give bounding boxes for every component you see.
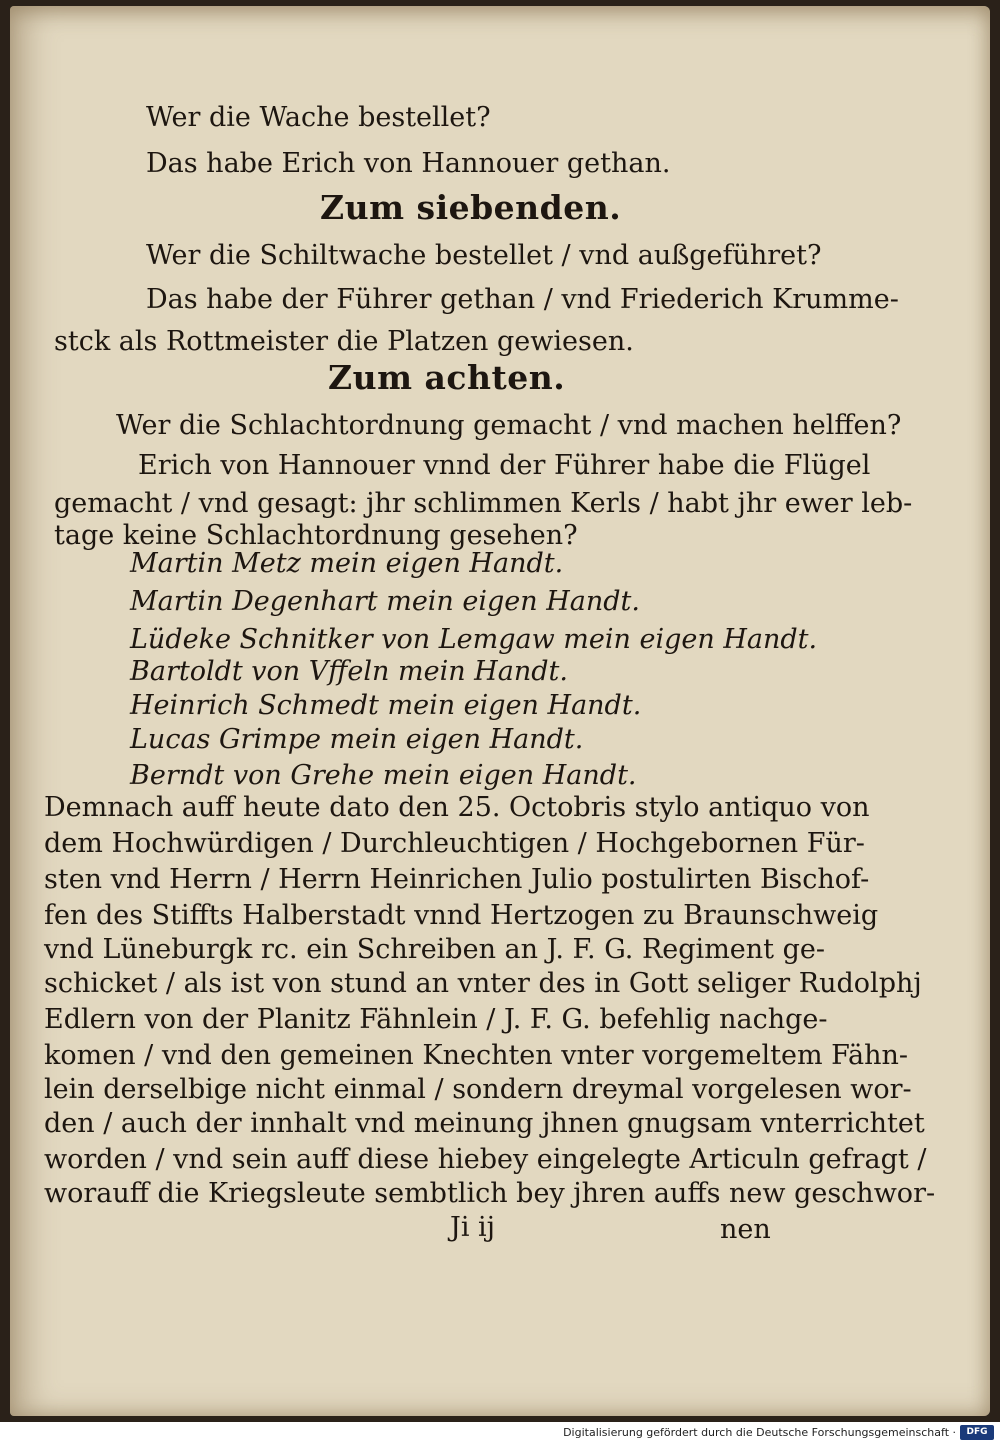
signature-mark: Ji ij [450, 1212, 496, 1243]
signature-text: Lüdeke Schnitker von Lemgaw mein eigen Handt. [130, 624, 818, 655]
signature-text: Lucas Grimpe mein eigen Handt. [130, 724, 584, 755]
signature-line [130, 586, 640, 618]
text-line-10: gemacht / vnd gesagt: jhr schlimmen Kerls / habt jhr ewer leb- [54, 488, 913, 519]
signature-line [130, 760, 637, 792]
text-line-8: Wer die Schlachtordnung gemacht / vnd machen helffen? [116, 410, 902, 441]
text-line-29: worden / vnd sein auff diese hiebey eingelegte Articuln gefragt / [44, 1144, 927, 1175]
text-line-19: Demnach auff heute dato den 25. Octobris stylo antiquo von [44, 792, 870, 823]
text-line-1: Wer die Wache bestellet? [146, 102, 491, 133]
catchword: nen [720, 1214, 771, 1245]
section-heading-8: Zum achten. [328, 358, 566, 397]
text-line-27: lein derselbige nicht einmal / sondern dreymal vorgelesen wor- [44, 1074, 912, 1105]
signature-line [130, 690, 641, 722]
text-line-11: tage keine Schlachtordnung gesehen? [54, 520, 578, 551]
text-line-2: Das habe Erich von Hannouer gethan. [146, 148, 671, 179]
text-line-21: sten vnd Herrn / Herrn Heinrichen Julio postulirten Bischof- [44, 864, 870, 895]
book-page [10, 6, 990, 1416]
text-line-5: Das habe der Führer gethan / vnd Friederich Krumme- [146, 284, 899, 315]
section-heading-7: Zum siebenden. [320, 188, 622, 227]
text-line-28: den / auch der innhalt vnd meinung jhnen gnugsam vnterrichtet [44, 1108, 925, 1139]
signature-line [130, 656, 568, 688]
text-line-6: stck als Rottmeister die Platzen gewiesen. [54, 326, 634, 357]
text-line-4: Wer die Schiltwache bestellet / vnd außgeführet? [146, 240, 822, 271]
signature-text: Heinrich Schmedt mein eigen Handt. [130, 690, 642, 721]
text-line-30: worauff die Kriegsleute sembtlich bey jhren auffs new geschwor- [44, 1178, 936, 1209]
signature-line [130, 724, 583, 756]
signature-text: Berndt von Grehe mein eigen Handt. [130, 760, 637, 791]
signature-text: Bartoldt von Vffeln mein Handt. [130, 656, 568, 687]
text-line-25: Edlern von der Planitz Fähnlein / J. F. G. befehlig nachge- [44, 1004, 828, 1035]
dfg-logo-icon: DFG [960, 1425, 994, 1440]
text-line-23: vnd Lüneburgk rc. ein Schreiben an J. F. G. Regiment ge- [44, 934, 825, 965]
signature-text: Martin Degenhart mein eigen Handt. [130, 586, 640, 617]
text-line-26: komen / vnd den gemeinen Knechten vnter vorgemeltem Fähn- [44, 1040, 909, 1071]
text-line-24: schicket / als ist von stund an vnter des in Gott seliger Rudolphj [44, 968, 922, 999]
signature-text: Martin Metz mein eigen Handt. [130, 548, 564, 579]
footer-bar [0, 1422, 1000, 1444]
text-line-20: dem Hochwürdigen / Durchleuchtigen / Hochgebornen Für- [44, 828, 865, 859]
text-line-9: Erich von Hannouer vnnd der Führer habe die Flügel [138, 450, 871, 481]
signature-line [130, 548, 563, 580]
funding-credit: Digitalisierung gefördert durch die Deutsche Forschungsgemeinschaft · [563, 1426, 956, 1439]
signature-line [130, 624, 817, 656]
text-line-22: fen des Stiffts Halberstadt vnnd Hertzogen zu Braunschweig [44, 900, 879, 931]
